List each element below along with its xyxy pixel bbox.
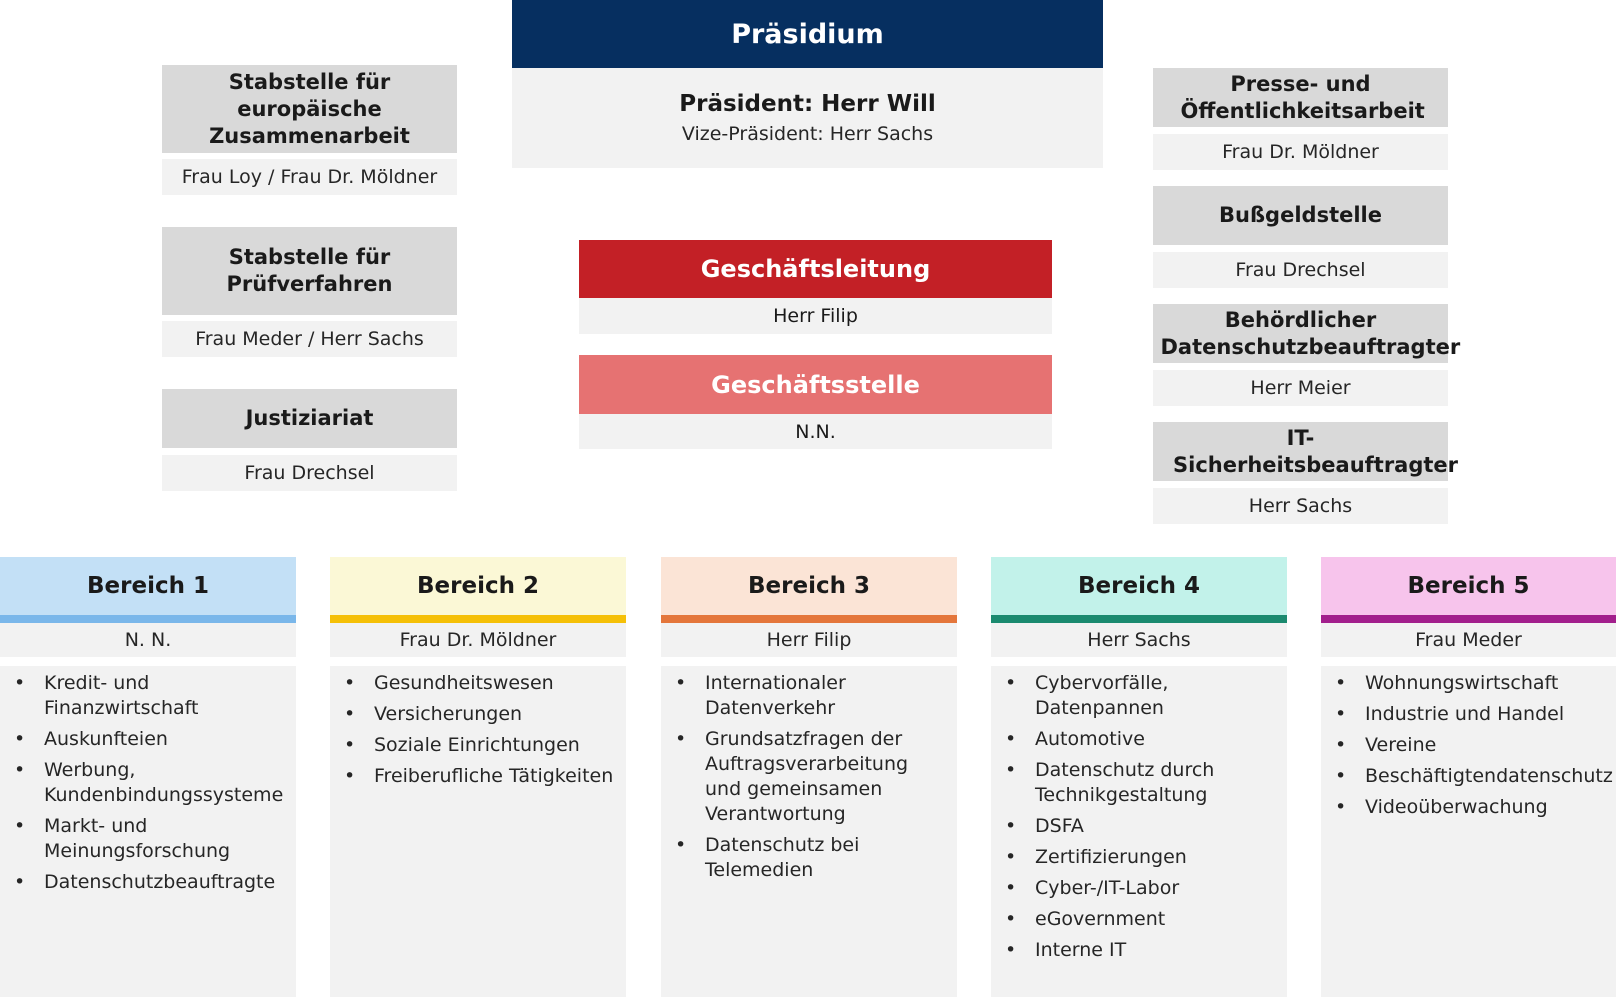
list-item: • Industrie und Handel bbox=[1335, 702, 1604, 727]
bereich-2 bbox=[330, 557, 626, 992]
staff-title: Bußgeldstelle bbox=[1219, 203, 1382, 227]
staff-person: Herr Meier bbox=[1153, 370, 1448, 406]
list-item: • Wohnungswirtschaft bbox=[1335, 671, 1604, 696]
staff-box-fines bbox=[1153, 186, 1448, 245]
staff-person: Frau Dr. Möldner bbox=[1153, 134, 1448, 170]
president-name: Präsident: Herr Will bbox=[679, 91, 936, 117]
bereich-topic-list bbox=[661, 666, 957, 997]
list-item: • Grundsatzfragen der Auftragsverarbeitung und gemeinsamen Verantwortung bbox=[675, 727, 945, 827]
list-item: • Kredit- und Finanzwirtschaft bbox=[14, 671, 284, 721]
list-item: • Versicherungen bbox=[344, 702, 614, 727]
office-header bbox=[579, 355, 1052, 414]
management-person: Herr Filip bbox=[579, 298, 1052, 334]
staff-box-legal bbox=[162, 389, 457, 448]
list-item: • Soziale Einrichtungen bbox=[344, 733, 614, 758]
list-item: • Videoüberwachung bbox=[1335, 795, 1604, 820]
staff-person: Frau Meder / Herr Sachs bbox=[162, 321, 457, 357]
bereich-topic-list bbox=[1321, 666, 1616, 997]
list-item: • Zertifizierungen bbox=[1005, 845, 1275, 870]
staff-person: Herr Sachs bbox=[1153, 488, 1448, 524]
staff-person: Frau Drechsel bbox=[1153, 252, 1448, 288]
staff-box-press bbox=[1153, 68, 1448, 127]
bereich-topic-list bbox=[0, 666, 296, 997]
list-item: • Internationaler Datenverkehr bbox=[675, 671, 945, 721]
list-item: • DSFA bbox=[1005, 814, 1275, 839]
bereich-color-bar bbox=[661, 615, 957, 623]
bereich-header: Bereich 5 bbox=[1321, 557, 1616, 615]
list-item: • Datenschutz bei Telemedien bbox=[675, 833, 945, 883]
staff-box-european-cooperation bbox=[162, 65, 457, 153]
bereich-color-bar bbox=[1321, 615, 1616, 623]
list-item: • Cybervorfälle, Datenpannen bbox=[1005, 671, 1275, 721]
management-header bbox=[579, 240, 1052, 298]
list-item: • Interne IT bbox=[1005, 938, 1275, 963]
staff-title: Stabstelle für europäische Zusammenarbeit bbox=[209, 69, 410, 148]
bereich-1 bbox=[0, 557, 296, 992]
bereich-5 bbox=[1321, 557, 1616, 992]
vice-president-name: Vize-Präsident: Herr Sachs bbox=[681, 123, 934, 145]
bereich-topic-list bbox=[330, 666, 626, 997]
list-item: • eGovernment bbox=[1005, 907, 1275, 932]
praesidium-body bbox=[512, 68, 1103, 168]
bereich-person: Frau Meder bbox=[1321, 623, 1616, 657]
staff-title: Behördlicher Datenschutzbeauftragter bbox=[1160, 307, 1461, 359]
management-title: Geschäftsleitung bbox=[700, 255, 931, 283]
bereich-4 bbox=[991, 557, 1287, 992]
praesidium-header bbox=[512, 0, 1103, 68]
staff-title: IT-Sicherheitsbeauftragter bbox=[1173, 425, 1459, 477]
list-item: • Cyber-/IT-Labor bbox=[1005, 876, 1275, 901]
office-title: Geschäftsstelle bbox=[711, 370, 920, 399]
bereich-person: Frau Dr. Möldner bbox=[330, 623, 626, 657]
bereich-person: Herr Sachs bbox=[991, 623, 1287, 657]
list-item: • Auskunfteien bbox=[14, 727, 284, 752]
bereich-person: N. N. bbox=[0, 623, 296, 657]
office-person: N.N. bbox=[579, 414, 1052, 449]
staff-title: Stabstelle für Prüfverfahren bbox=[226, 245, 393, 296]
praesidium-title: Präsidium bbox=[731, 18, 884, 50]
staff-title: Justiziariat bbox=[245, 406, 374, 430]
list-item: • Vereine bbox=[1335, 733, 1604, 758]
bereich-color-bar bbox=[991, 615, 1287, 623]
bereich-person: Herr Filip bbox=[661, 623, 957, 657]
list-item: • Beschäftigtendatenschutz bbox=[1335, 764, 1604, 789]
list-item: • Markt- und Meinungsforschung bbox=[14, 814, 284, 864]
staff-title: Presse- und Öffentlichkeitsarbeit bbox=[1180, 71, 1425, 123]
list-item: • Werbung, Kundenbindungssysteme bbox=[14, 758, 284, 808]
list-item: • Gesundheitswesen bbox=[344, 671, 614, 696]
bereich-header: Bereich 2 bbox=[330, 557, 626, 615]
bereich-header: Bereich 3 bbox=[661, 557, 957, 615]
bereich-color-bar bbox=[330, 615, 626, 623]
staff-box-audit-procedures bbox=[162, 227, 457, 315]
bereich-color-bar bbox=[0, 615, 296, 623]
staff-box-it-security bbox=[1153, 422, 1459, 481]
bereich-header: Bereich 4 bbox=[991, 557, 1287, 615]
bereich-3 bbox=[661, 557, 957, 992]
list-item: • Datenschutz durch Technikgestaltung bbox=[1005, 758, 1275, 808]
bereich-header: Bereich 1 bbox=[0, 557, 296, 615]
staff-person: Frau Drechsel bbox=[162, 455, 457, 491]
bereich-topic-list bbox=[991, 666, 1287, 997]
staff-person: Frau Loy / Frau Dr. Möldner bbox=[162, 159, 457, 195]
list-item: • Automotive bbox=[1005, 727, 1275, 752]
list-item: • Freiberufliche Tätigkeiten bbox=[344, 764, 614, 789]
staff-box-dpo bbox=[1153, 304, 1461, 363]
list-item: • Datenschutzbeauftragte bbox=[14, 870, 284, 895]
